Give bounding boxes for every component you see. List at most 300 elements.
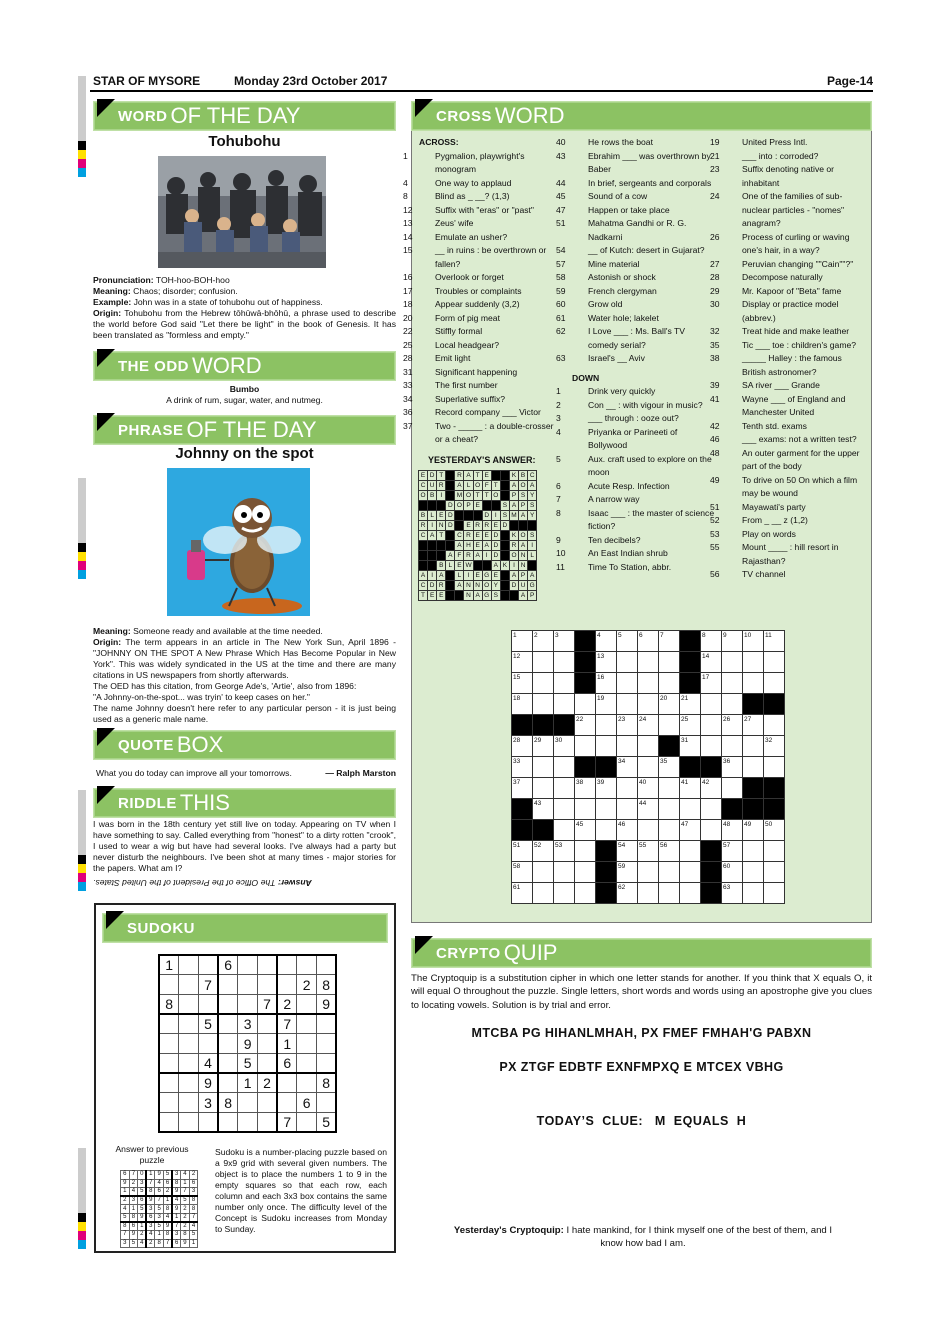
sudoku-cell[interactable]: 5 [198,1014,218,1034]
sudoku-cell[interactable] [159,1093,179,1113]
crossword-cell[interactable] [680,799,701,820]
crossword-cell[interactable]: 60 [722,862,743,883]
crossword-cell[interactable]: 28 [512,736,533,757]
crossword-cell[interactable]: 38 [575,778,596,799]
crossword-cell[interactable] [722,778,743,799]
crossword-cell[interactable] [554,820,575,841]
word-of-day-word: Tohubohu [208,133,281,150]
crossword-cell[interactable] [638,673,659,694]
sudoku-cell[interactable]: 1 [159,955,179,975]
crossword-cell[interactable]: 49 [743,820,764,841]
crossword-cell[interactable] [701,736,722,757]
crossword-cell[interactable] [680,652,701,673]
sudoku-cell[interactable] [257,1034,277,1054]
crossword-cell[interactable] [638,736,659,757]
crossword-cell[interactable] [512,799,533,820]
crossword-cell[interactable] [743,694,764,715]
sudoku-cell[interactable]: 8 [317,975,337,995]
sudoku-cell[interactable] [179,1034,199,1054]
sudoku-prev-cell: 2 [146,1239,155,1248]
crossword-cell[interactable] [533,652,554,673]
crossword-cell[interactable] [638,652,659,673]
crossword-cell[interactable] [596,841,617,862]
crossword-cell[interactable]: 62 [617,883,638,904]
crossword-cell[interactable] [764,883,785,904]
crossword-cell[interactable] [659,715,680,736]
crossword-cell[interactable]: 55 [638,841,659,862]
crossword-cell[interactable] [554,757,575,778]
sudoku-cell[interactable] [277,955,297,975]
sudoku-prev-cell: 9 [129,1231,138,1240]
clue-item [710,325,866,339]
crossword-cell[interactable]: 5 [617,631,638,652]
sudoku-cell[interactable] [257,955,277,975]
crossword-cell[interactable]: 12 [512,652,533,673]
sudoku-cell[interactable] [218,1113,238,1133]
sudoku-cell[interactable] [317,1093,337,1113]
crossword-cell[interactable] [680,883,701,904]
crossword-cell[interactable]: 42 [701,778,722,799]
crossword-cell[interactable] [659,820,680,841]
sudoku-cell[interactable] [257,975,277,995]
crossword-cell[interactable]: 48 [722,820,743,841]
crossword-cell[interactable]: 57 [722,841,743,862]
sudoku-cell[interactable] [297,1113,317,1133]
sudoku-cell[interactable]: 8 [317,1073,337,1093]
clue-number: 23 [710,164,720,174]
answer-cell: K [500,561,509,571]
sudoku-cell[interactable] [257,1113,277,1133]
answer-cell [500,471,509,481]
crossword-cell[interactable]: 63 [722,883,743,904]
sudoku-cell[interactable] [218,1014,238,1034]
crossword-cell[interactable] [554,799,575,820]
sudoku-cell[interactable] [159,1014,179,1034]
banner-corner-icon [97,99,115,117]
crossword-cell[interactable] [764,778,785,799]
crossword-cell[interactable]: 4 [596,631,617,652]
crossword-cell[interactable]: 47 [680,820,701,841]
sudoku-cell[interactable] [317,1053,337,1073]
answer-cell [500,541,509,551]
crossword-cell[interactable]: 53 [554,841,575,862]
crossword-cell[interactable]: 26 [722,715,743,736]
crossword-cell[interactable] [743,673,764,694]
crossword-cell[interactable]: 10 [743,631,764,652]
crossword-cell[interactable]: 45 [575,820,596,841]
sudoku-cell[interactable] [257,1053,277,1073]
crossword-cell[interactable] [701,715,722,736]
crossword-cell[interactable] [722,673,743,694]
crossword-cell[interactable]: 40 [638,778,659,799]
crossword-cell[interactable] [617,694,638,715]
sudoku-cell[interactable] [159,1053,179,1073]
crossword-cell[interactable] [638,820,659,841]
crossword-cell[interactable] [596,757,617,778]
sudoku-cell[interactable] [179,1073,199,1093]
crossword-cell[interactable] [659,673,680,694]
crossword-cell[interactable]: 51 [512,841,533,862]
clue-text: Significant happening [435,366,518,377]
clue-text: Emulate an usher? [435,231,508,242]
crossword-cell[interactable] [575,673,596,694]
crossword-cell[interactable] [512,820,533,841]
crossword-cell[interactable]: 24 [638,715,659,736]
crossword-cell[interactable]: 44 [638,799,659,820]
crossword-cell[interactable] [638,757,659,778]
phrase-meaning-line [93,626,396,637]
crossword-cell[interactable] [575,883,596,904]
crossword-cell[interactable]: 32 [764,736,785,757]
crossword-cell[interactable] [596,883,617,904]
sudoku-prev-cell: 4 [155,1179,164,1188]
crossword-cell[interactable] [638,694,659,715]
crossword-cell[interactable]: 9 [722,631,743,652]
crossword-cell[interactable] [680,862,701,883]
sudoku-cell[interactable] [238,1093,258,1113]
sudoku-cell[interactable] [218,975,238,995]
crossword-cell[interactable] [596,862,617,883]
crossword-cell[interactable] [533,862,554,883]
answer-cell: L [528,551,537,561]
crossword-cell[interactable] [659,862,680,883]
crossword-cell[interactable] [596,736,617,757]
sudoku-cell[interactable] [159,1034,179,1054]
sudoku-cell[interactable]: 2 [277,994,297,1014]
crossword-cell[interactable] [743,778,764,799]
sudoku-cell[interactable] [297,1073,317,1093]
sudoku-cell[interactable]: 6 [297,1093,317,1113]
sudoku-cell[interactable]: 9 [317,994,337,1014]
crossword-cell[interactable] [596,715,617,736]
crossword-cell[interactable]: 1 [512,631,533,652]
crossword-cell[interactable] [743,841,764,862]
crossword-cell[interactable]: 46 [617,820,638,841]
crossword-cell[interactable] [764,841,785,862]
crossword-cell[interactable] [701,841,722,862]
crossword-cell[interactable] [638,883,659,904]
sudoku-cell[interactable]: 1 [277,1034,297,1054]
crossword-cell[interactable] [617,778,638,799]
sudoku-prev-cell: 0 [138,1171,147,1180]
crossword-cell[interactable] [533,673,554,694]
phrase-origin-label: Origin: [93,637,122,647]
crossword-cell[interactable]: 13 [596,652,617,673]
clue-number: 1 [556,386,561,396]
crossword-cell[interactable] [659,652,680,673]
crossword-cell[interactable]: 27 [743,715,764,736]
crossword-cell[interactable] [764,673,785,694]
crossword-cell[interactable]: 8 [701,631,722,652]
crossword-cell[interactable]: 25 [680,715,701,736]
clue-text: SA river ___ Grande [742,380,820,390]
crossword-cell[interactable] [617,736,638,757]
crossword-cell[interactable]: 56 [659,841,680,862]
crossword-cell[interactable] [575,631,596,652]
clue-number: 35 [710,339,720,350]
crossword-cell[interactable] [764,799,785,820]
crossword-cell[interactable] [701,694,722,715]
sudoku-cell[interactable]: 6 [277,1053,297,1073]
crossword-cell[interactable] [701,820,722,841]
crossword-cell[interactable]: 61 [512,883,533,904]
crossword-cell[interactable] [554,694,575,715]
sudoku-cell[interactable]: 6 [218,955,238,975]
crossword-cell[interactable] [533,694,554,715]
sudoku-cell[interactable]: 3 [198,1093,218,1113]
crossword-cell[interactable]: 22 [575,715,596,736]
sudoku-cell[interactable] [159,1113,179,1133]
crossword-cell[interactable] [575,862,596,883]
sudoku-cell[interactable] [277,1093,297,1113]
crossword-cell[interactable]: 7 [659,631,680,652]
crossword-cell[interactable] [596,820,617,841]
crossword-cell[interactable]: 58 [512,862,533,883]
sudoku-cell[interactable] [179,1113,199,1133]
sudoku-prev-cell: 2 [189,1171,198,1180]
crossword-cell[interactable]: 19 [596,694,617,715]
crossword-cell[interactable] [533,883,554,904]
crossword-cell[interactable] [722,799,743,820]
sudoku-prev-cell: 9 [155,1171,164,1180]
answer-cell: C [419,481,428,491]
clue-number: 58 [556,272,566,282]
sudoku-cell[interactable]: 2 [257,1073,277,1093]
crossword-cell[interactable]: 33 [512,757,533,778]
sudoku-cell[interactable] [179,955,199,975]
sudoku-cell[interactable] [218,994,238,1014]
sudoku-cell[interactable] [179,1053,199,1073]
sudoku-cell[interactable] [159,1073,179,1093]
clue-text: TV channel [742,569,786,579]
crossword-cell[interactable] [533,778,554,799]
clue-item [403,325,561,339]
crossword-cell[interactable] [575,652,596,673]
clue-item [710,190,866,231]
sudoku-cell[interactable] [218,1053,238,1073]
crossword-cell[interactable] [533,820,554,841]
sudoku-cell[interactable] [198,994,218,1014]
crossword-cell[interactable] [743,862,764,883]
clue-number: 14 [403,231,413,242]
sudoku-cell[interactable] [257,1014,277,1034]
sudoku-cell[interactable] [277,975,297,995]
sudoku-prev-cell: 3 [146,1222,155,1231]
sudoku-cell[interactable]: 7 [257,994,277,1014]
sudoku-cell[interactable] [238,955,258,975]
issue-date: Monday 23rd October 2017 [234,74,388,88]
crossword-cell[interactable] [680,631,701,652]
crossword-cell[interactable]: 36 [722,757,743,778]
answer-cell: R [464,551,473,561]
crossword-cell[interactable]: 41 [680,778,701,799]
sudoku-cell[interactable] [238,975,258,995]
crossword-cell[interactable] [533,715,554,736]
sudoku-cell[interactable] [257,1093,277,1113]
clue-number: 2 [556,399,561,410]
sudoku-cell[interactable]: 1 [238,1073,258,1093]
sudoku-cell[interactable] [238,994,258,1014]
crossword-cell[interactable] [722,694,743,715]
crossword-cell[interactable] [554,883,575,904]
sudoku-cell[interactable] [317,1034,337,1054]
crossword-cell[interactable] [617,673,638,694]
crossword-cell[interactable]: 14 [701,652,722,673]
banner-text-b: WORD [494,103,565,128]
crossword-cell[interactable] [764,652,785,673]
crossword-cell[interactable] [701,799,722,820]
sudoku-cell[interactable]: 8 [218,1093,238,1113]
crossword-cell[interactable]: 2 [533,631,554,652]
crossword-cell[interactable] [659,883,680,904]
answer-cell [446,491,455,501]
crossword-cell[interactable] [764,862,785,883]
clue-item [556,150,717,177]
crossword-cell[interactable] [701,757,722,778]
crossword-cell[interactable] [575,841,596,862]
sudoku-cell[interactable] [179,975,199,995]
crossword-cell[interactable] [764,715,785,736]
clue-text: In brief, sergeants and corporals [588,177,712,188]
cryptoquip-yesterday-label: Yesterday's Cryptoquip: [453,1225,564,1236]
crossword-cell[interactable] [575,799,596,820]
sudoku-cell[interactable]: 9 [198,1073,218,1093]
sudoku-cell[interactable] [198,1113,218,1133]
crossword-cell[interactable] [596,799,617,820]
sudoku-cell[interactable] [179,1014,199,1034]
sudoku-cell[interactable] [317,955,337,975]
sudoku-cell[interactable] [179,994,199,1014]
crossword-cell[interactable]: 54 [617,841,638,862]
crossword-cell[interactable] [743,757,764,778]
sudoku-cell[interactable] [297,1034,317,1054]
crossword-cell[interactable] [722,652,743,673]
crossword-cell[interactable]: 29 [533,736,554,757]
crossword-cell[interactable] [554,778,575,799]
crossword-cell[interactable]: 23 [617,715,638,736]
answer-cell: C [455,531,464,541]
crossword-cell[interactable]: 30 [554,736,575,757]
sudoku-cell[interactable]: 9 [238,1034,258,1054]
crossword-cell[interactable] [554,715,575,736]
crossword-cell[interactable] [743,652,764,673]
crossword-cell[interactable]: 34 [617,757,638,778]
crossword-cell[interactable] [743,736,764,757]
clue-text: Time To Station, abbr. [588,561,672,572]
crossword-cell[interactable]: 17 [701,673,722,694]
crossword-cell[interactable] [743,883,764,904]
crossword-cell[interactable] [617,652,638,673]
sudoku-cell[interactable] [317,1014,337,1034]
crossword-cell[interactable] [659,778,680,799]
crossword-cell[interactable] [554,673,575,694]
crossword-cell[interactable] [638,862,659,883]
sudoku-cell[interactable] [297,1014,317,1034]
sudoku-cell[interactable]: 4 [198,1053,218,1073]
answer-cell [446,481,455,491]
crossword-cell[interactable] [764,757,785,778]
clue-number: 34 [403,393,413,404]
sudoku-cell[interactable] [297,1053,317,1073]
crossword-cell[interactable] [617,799,638,820]
crossword-cell[interactable] [575,757,596,778]
sudoku-cell[interactable] [159,975,179,995]
clue-number: 49 [710,474,720,485]
crossword-cell[interactable]: 20 [659,694,680,715]
answer-cell [500,591,509,601]
crossword-cell[interactable] [680,841,701,862]
sudoku-cell[interactable]: 8 [159,994,179,1014]
clue-number: 38 [710,353,720,363]
sudoku-cell[interactable]: 7 [277,1113,297,1133]
crossword-cell[interactable] [743,799,764,820]
sudoku-cell[interactable] [297,994,317,1014]
phrase-details [93,626,396,725]
crossword-cell[interactable]: 31 [680,736,701,757]
sudoku-cell[interactable]: 7 [198,975,218,995]
answer-cell [528,561,537,571]
crossword-cell[interactable] [680,673,701,694]
crossword-cell[interactable] [701,862,722,883]
crossword-cell[interactable]: 35 [659,757,680,778]
sudoku-cell[interactable]: 2 [297,975,317,995]
sudoku-cell[interactable]: 5 [238,1053,258,1073]
sudoku-cell[interactable] [218,1034,238,1054]
sudoku-cell[interactable] [218,1073,238,1093]
crossword-cell[interactable] [659,799,680,820]
crossword-cell[interactable] [554,862,575,883]
crossword-cell[interactable] [659,736,680,757]
clue-item [403,204,561,218]
crossword-cell[interactable] [701,883,722,904]
register-yellow [78,552,86,561]
crossword-cell[interactable] [575,736,596,757]
crossword-cell[interactable]: 11 [764,631,785,652]
crossword-cell[interactable]: 59 [617,862,638,883]
sudoku-cell[interactable] [297,955,317,975]
crossword-cell[interactable] [533,757,554,778]
sudoku-cell[interactable]: 7 [277,1014,297,1034]
sudoku-cell[interactable] [277,1073,297,1093]
sudoku-cell[interactable]: 5 [317,1113,337,1133]
crossword-cell[interactable]: 21 [680,694,701,715]
crossword-cell[interactable]: 3 [554,631,575,652]
sudoku-cell[interactable] [238,1113,258,1133]
clue-text: ___ exams: not a written test? [742,434,857,444]
crossword-cell[interactable]: 37 [512,778,533,799]
crossword-cell[interactable] [680,757,701,778]
crossword-cell[interactable]: 43 [533,799,554,820]
crossword-cell[interactable] [554,652,575,673]
sudoku-cell[interactable] [198,1034,218,1054]
crossword-cell[interactable]: 50 [764,820,785,841]
crossword-cell[interactable] [722,736,743,757]
crossword-cell[interactable] [575,694,596,715]
answer-cell: O [509,551,518,561]
crossword-cell[interactable] [764,694,785,715]
sudoku-cell[interactable] [198,955,218,975]
crossword-cell[interactable]: 39 [596,778,617,799]
crossword-cell[interactable]: 18 [512,694,533,715]
sudoku-cell[interactable]: 3 [238,1014,258,1034]
crossword-cell[interactable]: 16 [596,673,617,694]
crossword-cell[interactable]: 52 [533,841,554,862]
crossword-cell[interactable] [512,715,533,736]
sudoku-cell[interactable] [179,1093,199,1113]
crossword-cell[interactable]: 15 [512,673,533,694]
crossword-cell[interactable]: 6 [638,631,659,652]
clue-item [710,379,866,393]
